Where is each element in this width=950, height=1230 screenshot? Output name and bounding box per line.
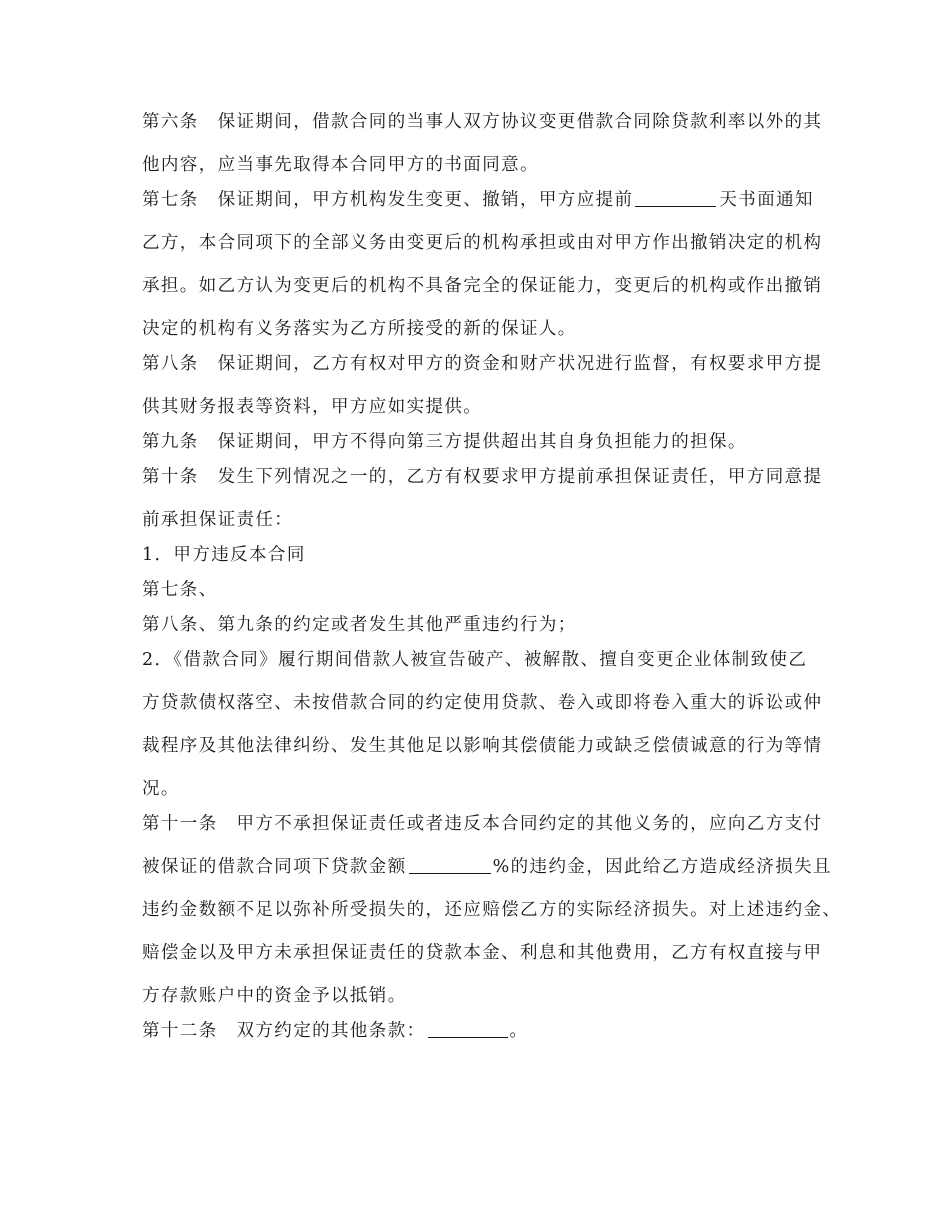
other-terms-blank	[428, 1019, 508, 1038]
article-6-line-2: 他内容，应当事先取得本合同甲方的书面同意。	[142, 155, 539, 175]
article-6-line-1: 第六条 保证期间，借款合同的当事人双方协议变更借款合同除贷款利率以外的其	[142, 112, 823, 132]
article-10-line-2: 前承担保证责任：	[142, 510, 294, 530]
article-7-line-3: 承担。如乙方认为变更后的机构不具备完全的保证能力，变更后的机构或作出撤销	[142, 276, 823, 296]
article-10-item-1: 1．甲方违反本合同	[142, 545, 306, 565]
article-10-item-1-continued: 第七条、	[142, 580, 218, 600]
article-11-line-1: 第十一条 甲方不承担保证责任或者违反本合同约定的其他义务的，应向乙方支付	[142, 814, 823, 834]
article-10-item-2-line-4: 况。	[142, 779, 180, 799]
article-11-line-4: 赔偿金以及甲方未承担保证责任的贷款本金、利息和其他费用，乙方有权直接与甲	[142, 943, 823, 963]
article-11-line-2	[142, 855, 832, 879]
article-8-line-1: 第八条 保证期间，乙方有权对甲方的资金和财产状况进行监督，有权要求甲方提	[142, 354, 823, 374]
article-9-line-1: 第九条 保证期间，甲方不得向第三方提供超出其自身负担能力的担保。	[142, 432, 747, 452]
article-10-item-2-line-3: 裁程序及其他法律纠纷、发生其他足以影响其偿债能力或缺乏偿债诚意的行为等情	[142, 736, 823, 756]
article-10-line-1: 第十条 发生下列情况之一的，乙方有权要求甲方提前承担保证责任，甲方同意提	[142, 467, 823, 487]
article-7-text-b: 天书面通知	[719, 190, 814, 210]
contract-body	[142, 110, 842, 1043]
article-11-text-b: %的违约金，因此给乙方造成经济损失且	[492, 857, 832, 877]
article-11-line-5: 方存款账户中的资金予以抵销。	[142, 986, 407, 1006]
article-7-line-4: 决定的机构有义务落实为乙方所接受的新的保证人。	[142, 319, 577, 339]
article-7-line-1	[142, 188, 822, 212]
article-11-line-3: 违约金数额不足以弥补所受损失的，还应赔偿乙方的实际经济损失。对上述违约金、	[142, 900, 842, 920]
article-12-text-b: 。	[509, 1021, 529, 1041]
article-12-text-a: 第十二条 双方约定的其他条款：	[142, 1021, 426, 1041]
article-10-item-2-line-2: 方贷款债权落空、未按借款合同的约定使用贷款、卷入或即将卷入重大的诉讼或仲	[142, 693, 823, 713]
article-10-item-2-line-1: 2．《借款合同》履行期间借款人被宣告破产、被解散、擅自变更企业体制致使乙	[142, 650, 808, 670]
article-8-line-2: 供其财务报表等资料，甲方应如实提供。	[142, 397, 483, 417]
article-7-line-2: 乙方，本合同项下的全部义务由变更后的机构承担或由对甲方作出撤销决定的机构	[142, 233, 823, 253]
article-12-line-1	[142, 1019, 822, 1043]
notice-days-blank	[635, 188, 716, 207]
article-11-text-a: 被保证的借款合同项下贷款金额	[142, 857, 407, 877]
article-7-text-a: 第七条 保证期间，甲方机构发生变更、撤销，甲方应提前	[142, 190, 634, 210]
penalty-percent-blank	[409, 855, 491, 874]
article-10-item-1-continued-2: 第八条、第九条的约定或者发生其他严重违约行为；	[142, 615, 577, 635]
